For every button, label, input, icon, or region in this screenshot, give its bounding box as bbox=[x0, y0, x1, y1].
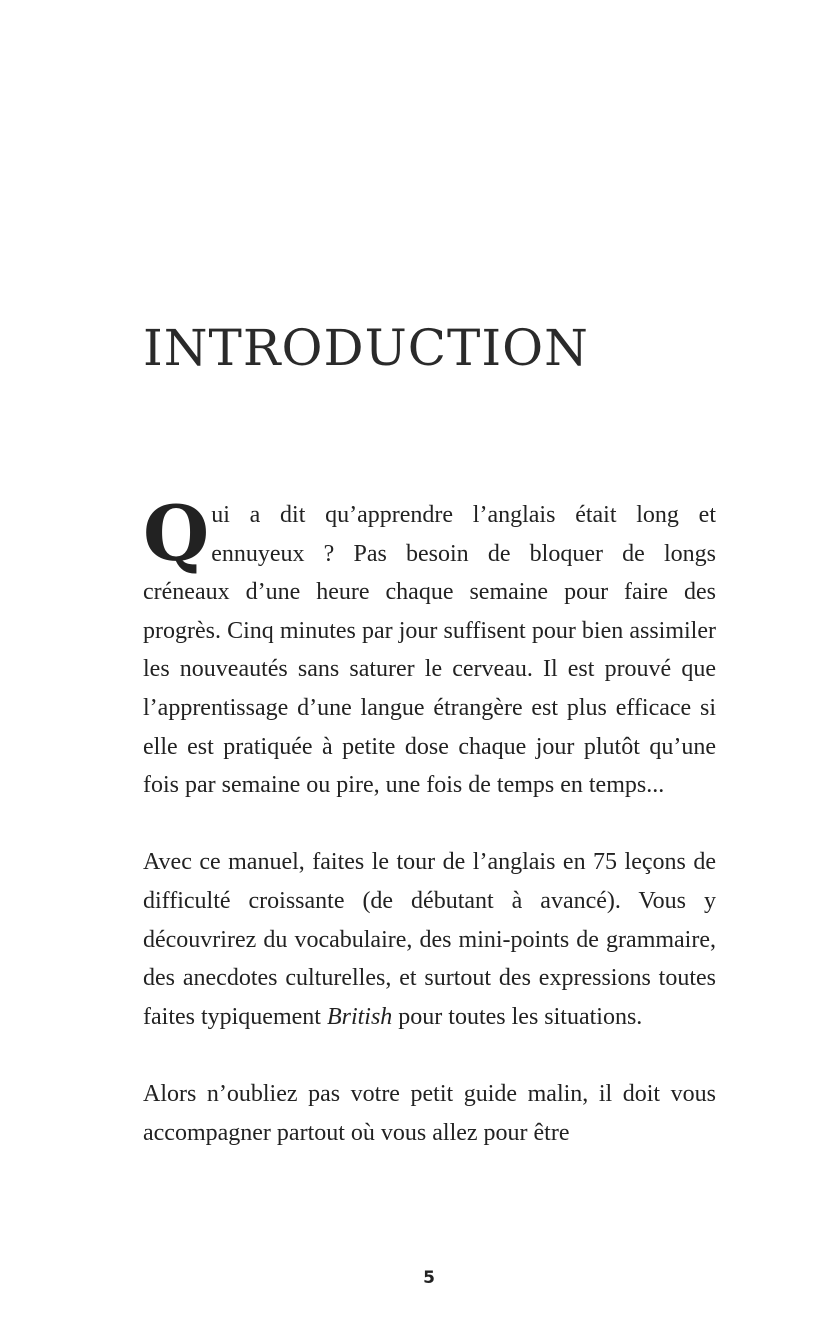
paragraph-1 bbox=[143, 489, 716, 805]
paragraph-2-italic: British bbox=[326, 1003, 393, 1030]
paragraph-2-text-start: Avec ce manuel, faites le tour de l’anglais en 75 leçons de difficulté croissante (de débutant à avancé). Vous y découvrirez du vocabulaire, des mini-points de grammaire, des anecdotes culturelles, et surtout des expressions toutes faites typiquement bbox=[143, 849, 716, 1030]
chapter-title: INTRODUCTION bbox=[143, 319, 589, 377]
paragraph-3 bbox=[143, 1075, 716, 1152]
paragraph-1-text: ui a dit qu’apprendre l’anglais était long et ennuyeux ? Pas besoin de bloquer de longs créneaux d’une heure chaque semaine pour faire des progrès. Cinq minutes par jour suffisent pour bien assimiler les nouveautés sans saturer le cerveau. Il est prouvé que l’apprentissage d’une langue étrangère est plus efficace si elle est pratiquée à petite dose chaque jour plutôt qu’une fois par semaine ou pire, une fois de temps en temps... bbox=[143, 502, 716, 799]
paragraph-3-text: Alors n’oubliez pas votre petit guide malin, il doit vous accompagner partout où vous allez pour être bbox=[143, 1080, 716, 1146]
paragraph-2-text-end: pour toutes les situations. bbox=[392, 1003, 643, 1030]
body-text bbox=[143, 489, 716, 1152]
page-number: 5 bbox=[423, 1268, 435, 1288]
paragraph-2 bbox=[143, 843, 716, 1036]
drop-cap: Q bbox=[143, 489, 210, 578]
